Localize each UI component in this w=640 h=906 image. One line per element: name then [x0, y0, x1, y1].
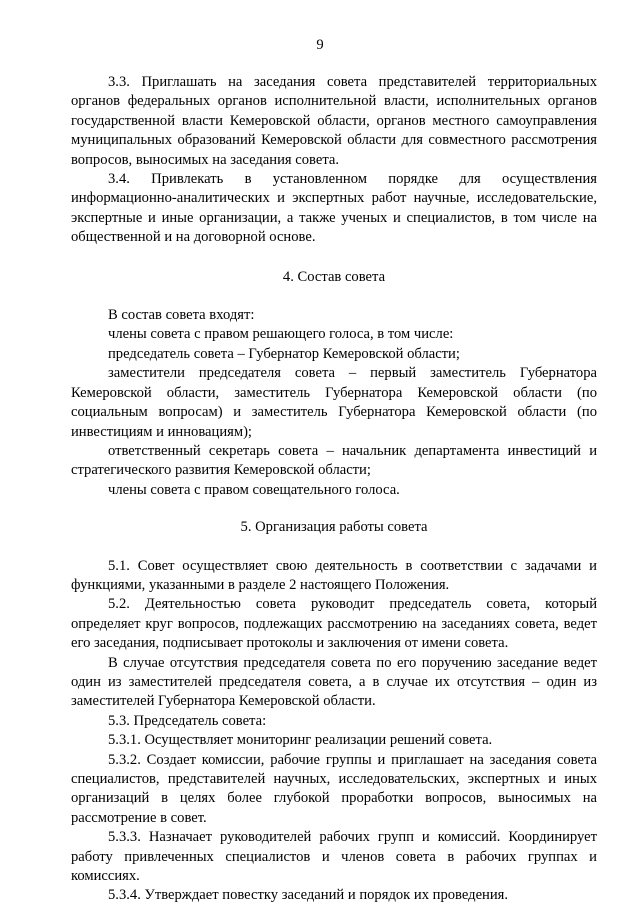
paragraph-4-deputies: заместители председателя совета – первый заместитель Губернатора Кемеровской области, заместитель Губернатора Кемеровской области (по социальным вопросам) и заместитель Губернатора Кемеровской области (по инвестициям и инновациям); [71, 365, 597, 440]
paragraph-5-2: 5.2. Деятельностью совета руководит председатель совета, который определяет круг вопросов, подлежащих рассмотрению на заседаниях совета, ведет его заседания, подписывает протоколы и заключения от имени совета. [71, 596, 597, 652]
paragraph-5-3-3: 5.3.3. Назначает руководителей рабочих групп и комиссий. Координирует работу привлеченных специалистов и членов совета в рабочих группах и комиссиях. [71, 829, 597, 885]
paragraph-3-3: 3.3. Приглашать на заседания совета представителей территориальных органов федеральных органов исполнительной власти, исполнительных органов государственной власти Кемеровской области, органов местного самоуправления муниципальных образований Кемеровской области для совместного рассмотрения вопросов, выносимых на заседания совета. [71, 74, 597, 168]
paragraph-4-chairman: председатель совета – Губернатор Кемеровской области; [108, 345, 460, 362]
section-4-heading: 4. Состав совета [282, 268, 386, 285]
paragraph-4-intro: В состав совета входят: [108, 307, 255, 324]
paragraph-4-voting-members: члены совета с правом решающего голоса, в том числе: [108, 326, 454, 343]
paragraph-5-3-4: 5.3.4. Утверждает повестку заседаний и порядок их проведения. [108, 887, 509, 904]
paragraph-5-1: 5.1. Совет осуществляет свою деятельность в соответствии с задачами и функциями, указанными в разделе 2 настоящего Положения. [71, 557, 597, 593]
paragraph-5-2-absence: В случае отсутствия председателя совета по его поручению заседание ведет один из заместителей председателя совета, а в случае их отсутствия – один из заместителей Губернатора Кемеровской области. [71, 654, 597, 710]
paragraph-4-secretary: ответственный секретарь совета – начальник департамента инвестиций и стратегического развития Кемеровской области; [71, 442, 597, 479]
page-number: 9 [316, 37, 324, 53]
paragraph-4-advisory-members: члены совета с правом совещательного голоса. [108, 481, 400, 498]
paragraph-5-3-2: 5.3.2. Создает комиссии, рабочие группы и приглашает на заседания совета специалистов, представителей научных, исследовательских, экспертных и иных организаций в целях более глубокой проработки вопросов, выносимых на рассмотрение в совет. [71, 751, 597, 826]
paragraph-3-4: 3.4. Привлекать в установленном порядке для осуществления информационно-аналитических и экспертных работ научные, исследовательские, экспертные и иные организации, а также ученых и специалистов, в том числе на общественной и на договорной основе. [71, 171, 597, 246]
paragraph-5-3-1: 5.3.1. Осуществляет мониторинг реализации решений совета. [108, 732, 493, 749]
document-body [71, 73, 597, 906]
paragraph-5-3: 5.3. Председатель совета: [108, 712, 267, 729]
section-5-heading: 5. Организация работы совета [240, 519, 428, 536]
